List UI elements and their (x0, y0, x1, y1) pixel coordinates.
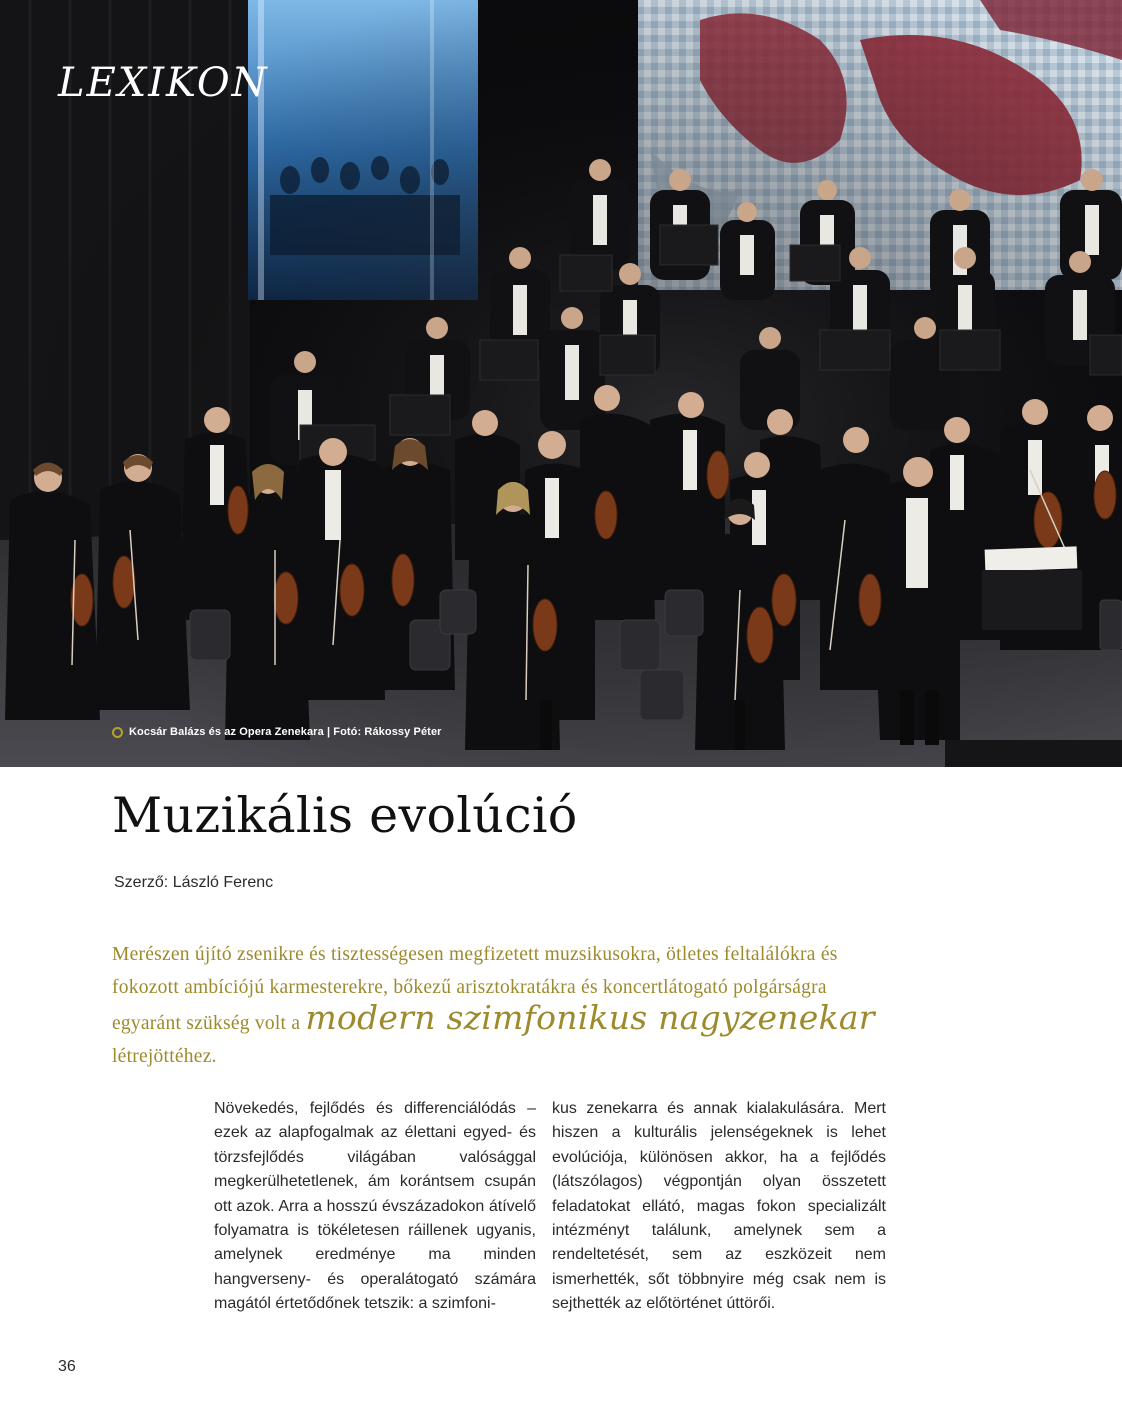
section-label: LEXIKON (58, 60, 269, 106)
circle-marker-icon (112, 727, 123, 738)
photo-caption (112, 726, 442, 738)
body-column-left: Növekedés, fejlődés és differenciálódás – ezek az alapfogalmak az élettani egyed- és törzsfejlődés világában valósággal megkerülhetetlenek, ám korántsem csupán ott azok. Arra a hosszú évszázadokon átívelő folyamatra is tökéletesen ráillenek ugyanis, amelynek eredménye ma minden hangverseny- és operalátogató számára magától értetődőnek tetszik: a szimfoni- (214, 1100, 536, 1313)
lead-text-part1: Merészen újító zsenikre és tisztességesen megfizetett muzsikusokra, ötletes feltalálókra és fokozott ambíciójú karmesterekre, bőkezű arisztokratákra és koncertlátogató polgárságra egyaránt szükség volt a (112, 944, 838, 1034)
lead-emphasis: modern szimfonikus nagyzenekar (305, 998, 875, 1037)
article-byline: Szerző: László Ferenc (114, 874, 274, 891)
photo-caption-text: Kocsár Balázs és az Opera Zenekara | Fotó: Rákossy Péter (129, 726, 442, 738)
body-column-right: kus zenekarra és annak kialakulására. Mert hiszen a kulturális jelenségeknek is lehet evolúciója, különösen akkor, ha a fejlődés (látszólagos) végpontján olyan összetett feladatokat ellátó, magas fokon specializált intézményt találunk, amelynek sem a rendeltetését, sem az eszközeit nem ismerhették, sőt többnyire még csak nem is sejthették az előtörténet úttörői. (552, 1100, 886, 1313)
page-number: 36 (58, 1358, 76, 1375)
article-lead (112, 938, 892, 1073)
article-title: Muzikális evolúció (112, 787, 578, 844)
lead-text-part2: létrejöttéhez. (112, 1046, 217, 1067)
